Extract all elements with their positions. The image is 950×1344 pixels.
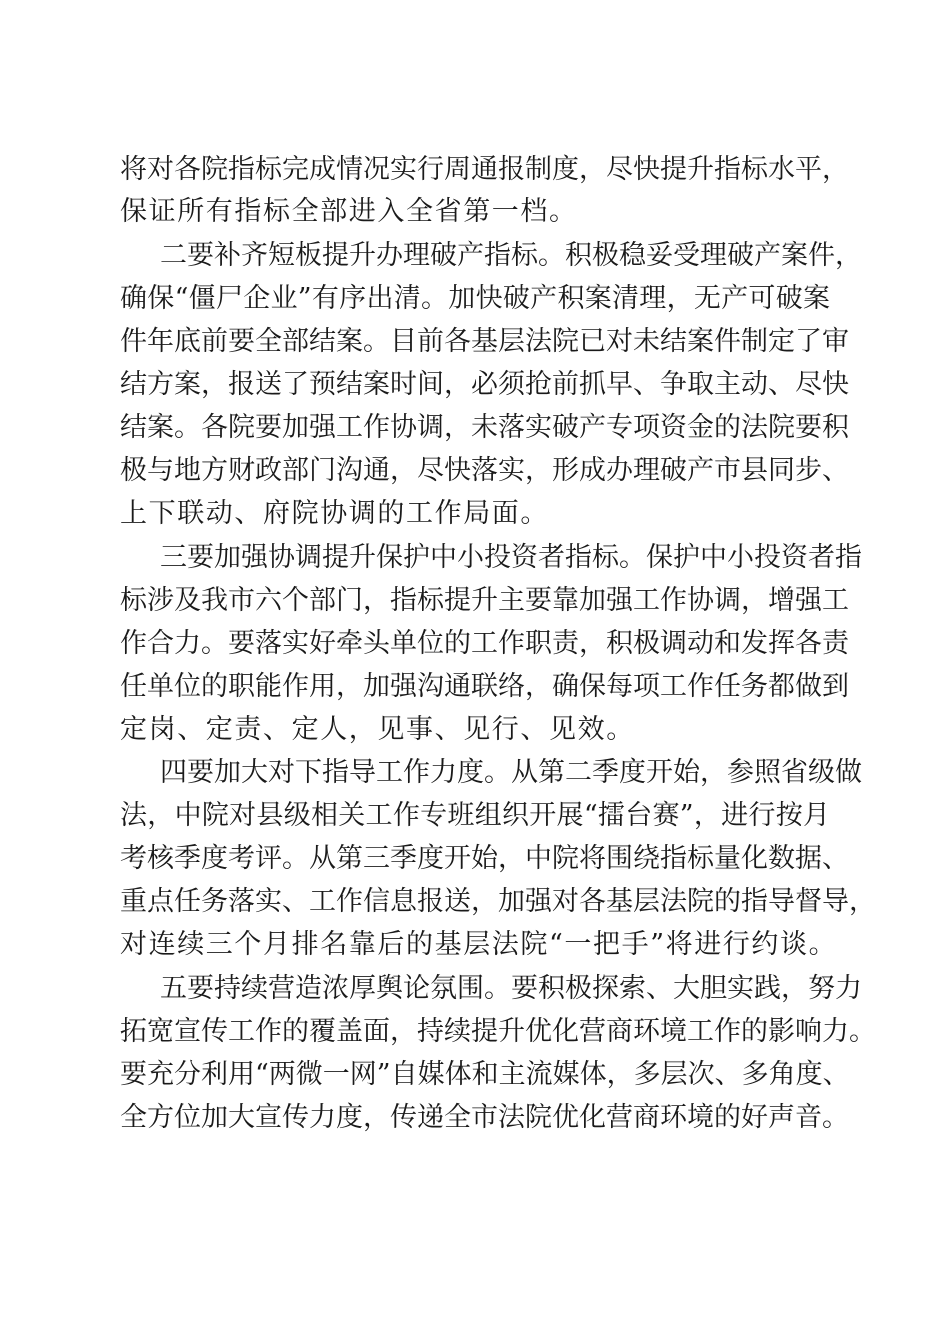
text-line: 上下联动、府院协调的工作局面。 — [120, 498, 549, 529]
text-line: 将对各院指标完成情况实行周通报制度，尽快提升指标水平， — [120, 154, 849, 185]
text-line: 结方案，报送了预结案时间，必须抢前抓早、争取主动、尽快 — [120, 369, 849, 400]
text-line: 拓宽宣传工作的覆盖面，持续提升优化营商环境工作的影响力。 — [120, 1016, 876, 1047]
text-line: 法，中院对县级相关工作专班组织开展“擂台赛”，进行按月 — [120, 800, 830, 831]
paragraph-heading-line: 五要持续营造浓厚舆论氛围。要积极探索、大胆实践，努力 — [160, 973, 862, 1004]
text-line: 件年底前要全部结案。目前各基层法院已对未结案件制定了审 — [120, 326, 849, 357]
text-line: 重点任务落实、工作信息报送，加强对各基层法院的指导督导， — [120, 886, 876, 917]
text-line: 要充分利用“两微一网”自媒体和主流媒体，多层次、多角度、 — [120, 1059, 850, 1090]
text-line: 定岗、定责、定人，见事、见行、见效。 — [120, 714, 635, 745]
text-line: 结案。各院要加强工作协调，未落实破产专项资金的法院要积 — [120, 412, 849, 443]
text-line: 作合力。要落实好牵头单位的工作职责，积极调动和发挥各责 — [120, 628, 849, 659]
text-line: 标涉及我市六个部门，指标提升主要靠加强工作协调，增强工 — [120, 585, 849, 616]
text-line: 极与地方财政部门沟通，尽快落实，形成办理破产市县同步、 — [120, 455, 849, 486]
text-line: 全方位加大宣传力度，传递全市法院优化营商环境的好声音。 — [120, 1102, 849, 1133]
text-line: 确保“僵尸企业”有序出清。加快破产积案清理，无产可破案 — [120, 283, 830, 314]
text-line: 保证所有指标全部进入全省第一档。 — [120, 196, 578, 227]
paragraph-heading-line: 三要加强协调提升保护中小投资者指标。保护中小投资者指 — [160, 542, 862, 573]
paragraph-heading-line: 二要补齐短板提升办理破产指标。积极稳妥受理破产案件， — [160, 240, 862, 271]
text-line: 对连续三个月排名靠后的基层法院“一把手”将进行约谈。 — [120, 929, 838, 960]
text-line: 考核季度考评。从第三季度开始，中院将围绕指标量化数据、 — [120, 843, 849, 874]
paragraph-heading-line: 四要加大对下指导工作力度。从第二季度开始，参照省级做 — [160, 757, 862, 788]
text-line: 任单位的职能作用，加强沟通联络，确保每项工作任务都做到 — [120, 671, 849, 702]
